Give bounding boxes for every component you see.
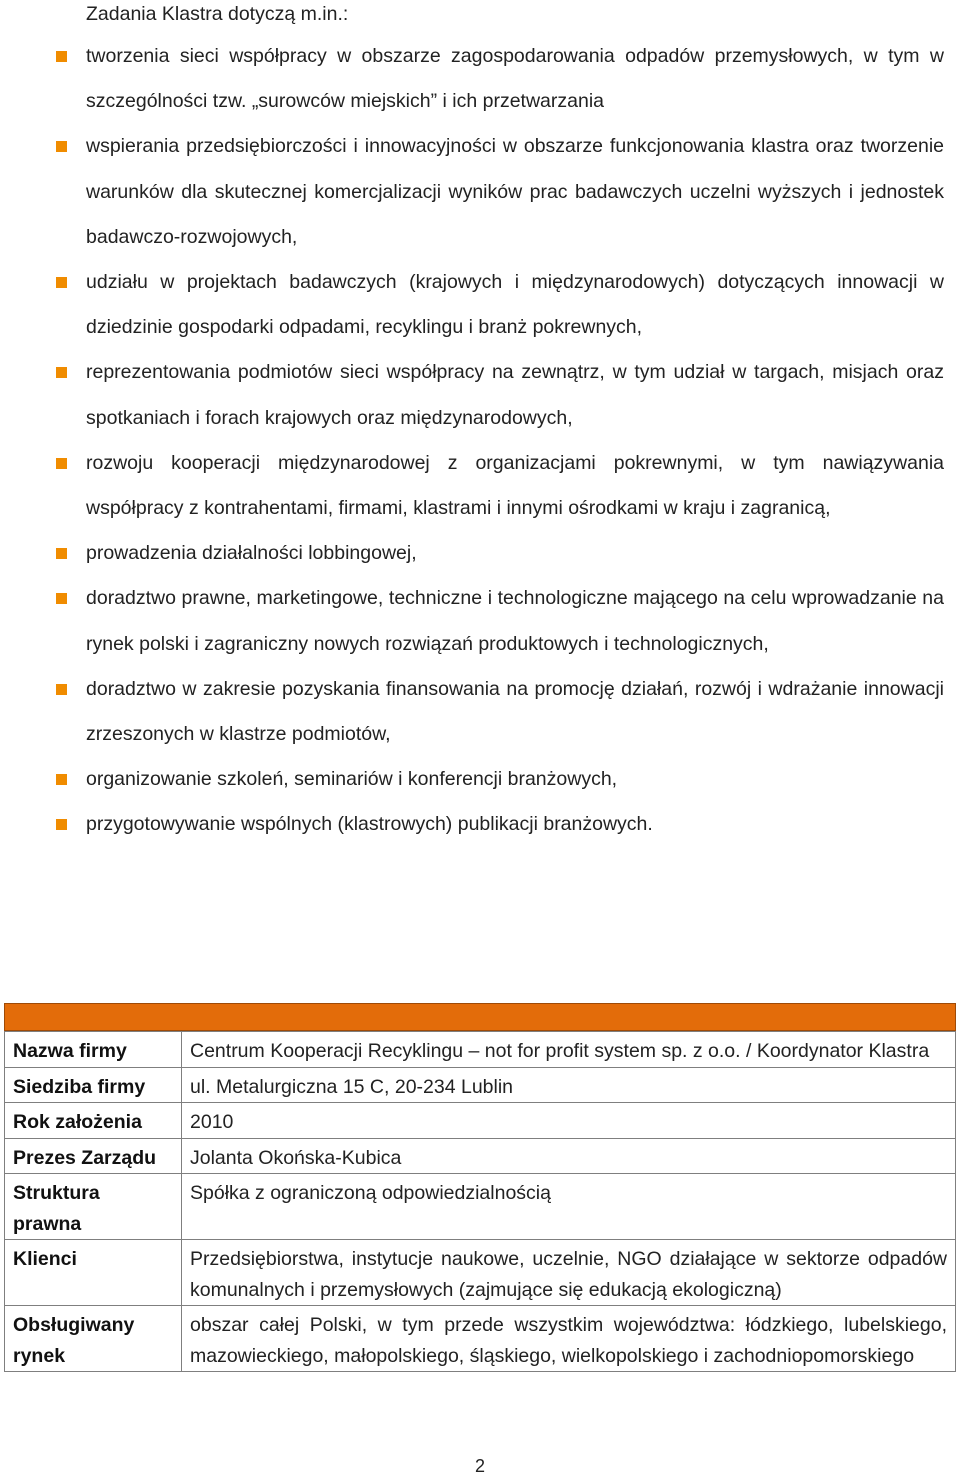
- row-value: obszar całej Polski, w tym przede wszystkim województwa: łódzkiego, lubelskiego, mazowieckiego, małopolskiego, śląskiego, wielkopolskiego i zachodniopomorskiego: [182, 1306, 956, 1372]
- square-bullet-icon: [56, 277, 67, 288]
- table-row: [5, 1138, 956, 1174]
- row-label: Klienci: [5, 1240, 182, 1306]
- row-label: Siedziba firmy: [5, 1067, 182, 1103]
- company-info-table: [4, 1031, 956, 1372]
- table-row: [5, 1306, 956, 1372]
- square-bullet-icon: [56, 141, 67, 152]
- row-label: Obsługiwany rynek: [5, 1306, 182, 1372]
- table-row: [5, 1067, 956, 1103]
- row-value: ul. Metalurgiczna 15 C, 20-234 Lublin: [182, 1067, 956, 1103]
- list-item: [86, 260, 944, 350]
- task-text: doradztwo w zakresie pozyskania finansowania na promocję działań, rozwój i wdrażanie innowacji zrzeszonych w klastrze podmiotów,: [86, 677, 944, 746]
- table-row: [5, 1174, 956, 1240]
- list-item: [86, 124, 944, 260]
- square-bullet-icon: [56, 458, 67, 469]
- row-value: Jolanta Okońska-Kubica: [182, 1138, 956, 1174]
- row-label: Prezes Zarządu: [5, 1138, 182, 1174]
- list-item: [86, 531, 944, 576]
- square-bullet-icon: [56, 367, 67, 378]
- tasks-list: [86, 34, 944, 848]
- table-row: [5, 1032, 956, 1068]
- row-value: Spółka z ograniczoną odpowiedzialnością: [182, 1174, 956, 1240]
- row-label: Struktura prawna: [5, 1174, 182, 1240]
- square-bullet-icon: [56, 684, 67, 695]
- list-item: [86, 34, 944, 124]
- table-row: [5, 1103, 956, 1139]
- task-text: udziału w projektach badawczych (krajowych i międzynarodowych) dotyczących innowacji w dziedzinie gospodarki odpadami, recyklingu i branż pokrewnych,: [86, 271, 944, 339]
- row-value: 2010: [182, 1103, 956, 1139]
- table-header-bar: [4, 1003, 956, 1031]
- list-item: [86, 802, 944, 847]
- square-bullet-icon: [56, 819, 67, 830]
- task-text: prowadzenia działalności lobbingowej,: [86, 542, 417, 565]
- task-text: organizowanie szkoleń, seminariów i konferencji branżowych,: [86, 768, 618, 791]
- task-text: reprezentowania podmiotów sieci współpracy na zewnątrz, w tym udział w targach, misjach oraz spotkaniach i forach krajowych oraz międzynarodowych,: [86, 361, 944, 429]
- task-text: przygotowywanie wspólnych (klastrowych) publikacji branżowych.: [86, 813, 653, 836]
- square-bullet-icon: [56, 593, 67, 604]
- list-item: [86, 441, 944, 531]
- task-text: tworzenia sieci współpracy w obszarze zagospodarowania odpadów przemysłowych, w tym w szczególności tzw. „surowców miejskich” i ich przetwarzania: [86, 45, 944, 113]
- square-bullet-icon: [56, 51, 67, 62]
- row-value: Przedsiębiorstwa, instytucje naukowe, uczelnie, NGO działające w sektorze odpadów komunalnych i przemysłowych (zajmujące się edukacją ekologiczną): [182, 1240, 956, 1306]
- row-value: Centrum Kooperacji Recyklingu – not for profit system sp. z o.o. / Koordynator Klastra: [182, 1032, 956, 1068]
- row-label: Nazwa firmy: [5, 1032, 182, 1068]
- square-bullet-icon: [56, 774, 67, 785]
- task-text: wspierania przedsiębiorczości i innowacyjności w obszarze funkcjonowania klastra oraz tworzenie warunków dla skutecznej komercjalizacji wyników prac badawczych uczelni wyższych i jednostek badawczo-rozwojowych,: [86, 135, 944, 248]
- list-item: [86, 350, 944, 440]
- list-item: [86, 576, 944, 666]
- intro-heading: Zadania Klastra dotyczą m.in.:: [86, 3, 349, 25]
- row-label: Rok założenia: [5, 1103, 182, 1139]
- page-number: 2: [474, 1456, 485, 1476]
- task-text: doradztwo prawne, marketingowe, techniczne i technologiczne mającego na celu wprowadzanie na rynek polski i zagraniczny nowych rozwiązań produktowych i technologicznych,: [86, 587, 944, 655]
- list-item: [86, 667, 944, 757]
- square-bullet-icon: [56, 548, 67, 559]
- task-text: rozwoju kooperacji międzynarodowej z organizacjami pokrewnymi, w tym nawiązywania współpracy z kontrahentami, firmami, klastrami i innymi ośrodkami w kraju i zagranicą,: [86, 451, 944, 520]
- list-item: [86, 757, 944, 802]
- table-row: [5, 1240, 956, 1306]
